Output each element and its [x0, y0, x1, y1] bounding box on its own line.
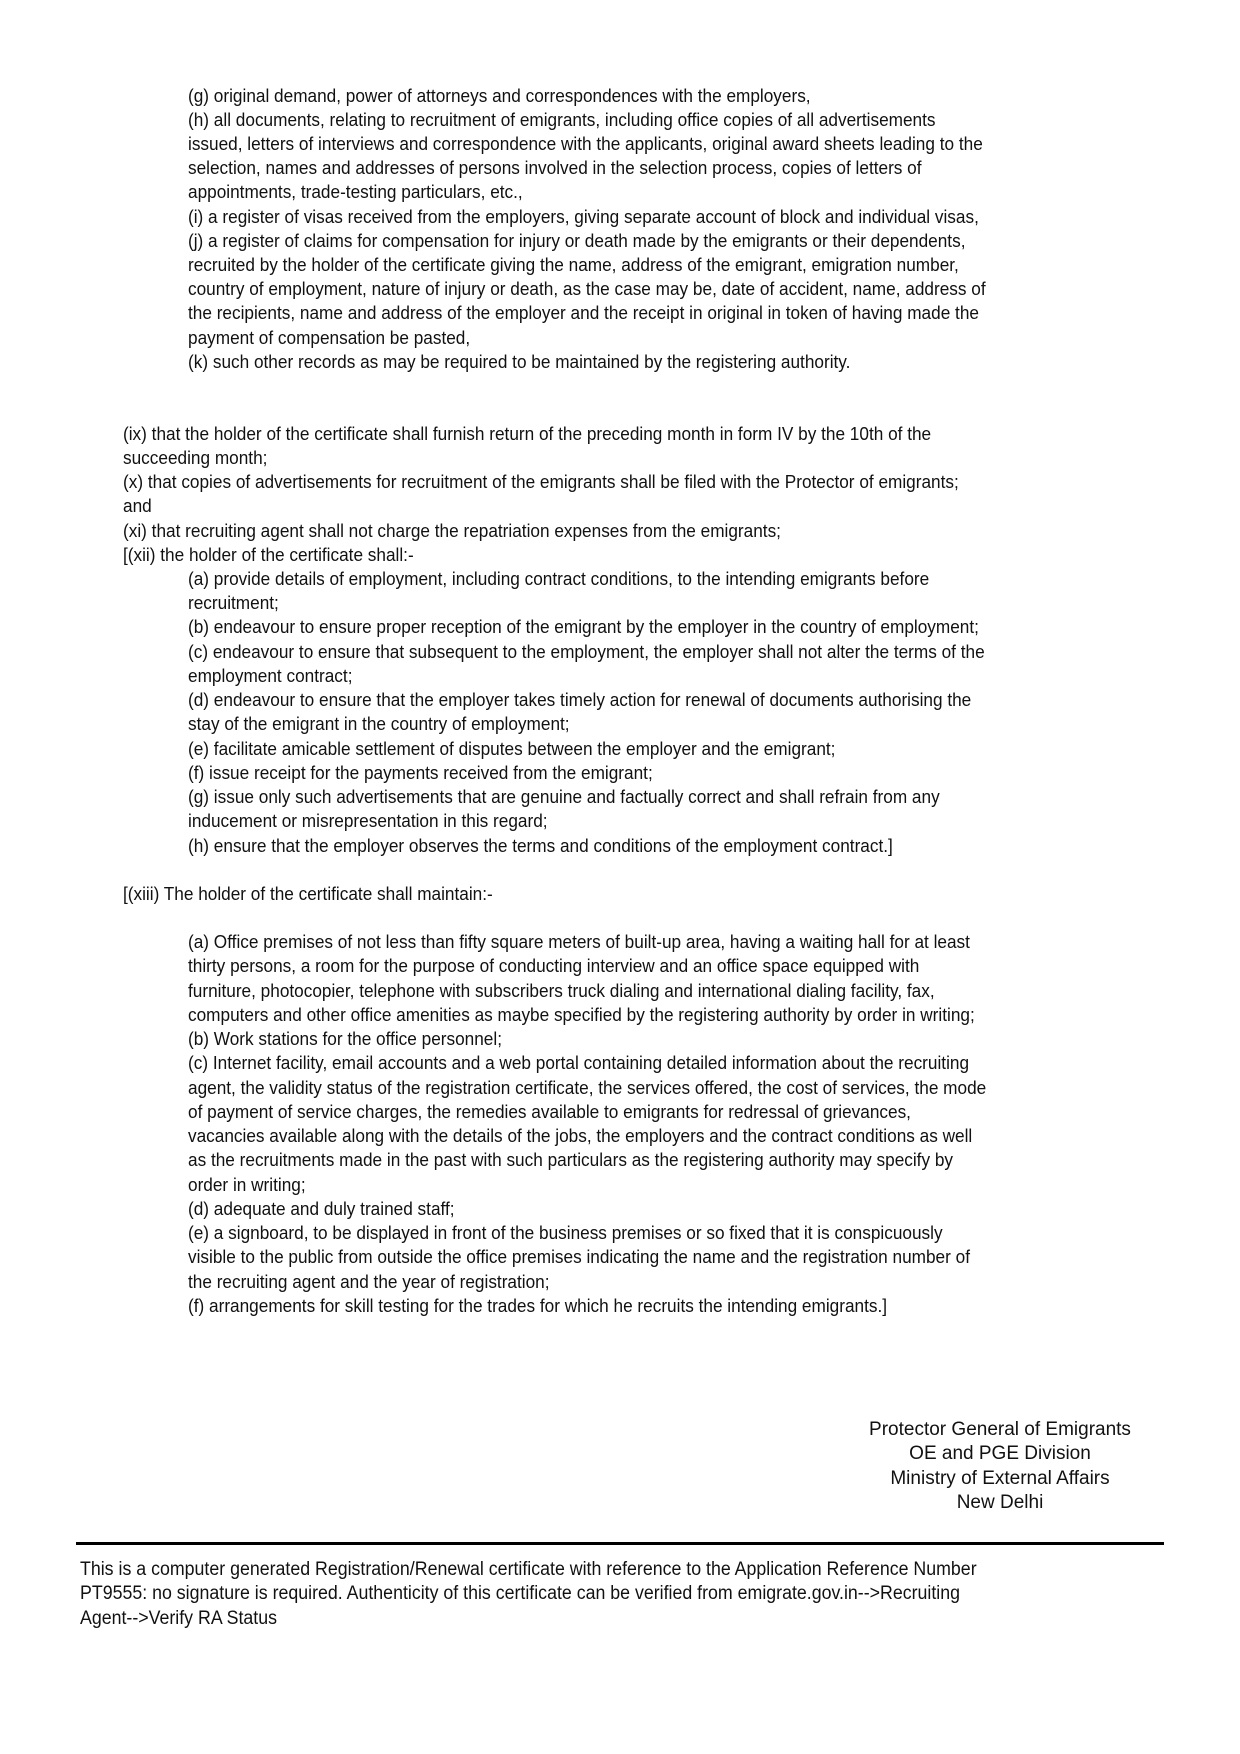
records-line: (k) such other records as may be required to be maintained by the registering authority.: [188, 351, 851, 372]
clause-xiii-line: agent, the validity status of the registration certificate, the services offered, the cost of services, the mode: [188, 1077, 987, 1098]
records-line: (j) a register of claims for compensation for injury or death made by the emigrants or their dependents,: [188, 230, 966, 251]
records-line: selection, names and addresses of persons involved in the selection process, copies of letters of: [188, 157, 922, 178]
clause-xiii-line: furniture, photocopier, telephone with subscribers truck dialing and international dialing facility, fax,: [188, 980, 935, 1001]
clause-xii-line: (b) endeavour to ensure proper reception of the emigrant by the employer in the country of employment;: [188, 616, 979, 637]
footer-divider: [76, 1542, 1164, 1545]
records-line: (i) a register of visas received from the employers, giving separate account of block and individual visas,: [188, 206, 979, 227]
clause-xiii-line: vacancies available along with the details of the jobs, the employers and the contract conditions as well: [188, 1125, 973, 1146]
condition-line: (x) that copies of advertisements for recruitment of the emigrants shall be filed with the Protector of emigrants;: [123, 471, 959, 492]
clause-xii-line: (d) endeavour to ensure that the employer takes timely action for renewal of documents authorising the: [188, 689, 972, 710]
records-line: the recipients, name and address of the employer and the receipt in original in token of having made the: [188, 302, 979, 323]
records-line: (g) original demand, power of attorneys and correspondences with the employers,: [188, 85, 811, 106]
clause-xiii-line: visible to the public from outside the office premises indicating the name and the registration number of: [188, 1246, 970, 1267]
condition-line: and: [123, 495, 152, 516]
records-line: (h) all documents, relating to recruitment of emigrants, including office copies of all advertisements: [188, 109, 936, 130]
clause-xiii-line: (a) Office premises of not less than fifty square meters of built-up area, having a waiting hall for at least: [188, 931, 970, 952]
clause-xiii-line: (c) Internet facility, email accounts and a web portal containing detailed information about the recruiting: [188, 1052, 970, 1073]
condition-heading-xii: [(xii) the holder of the certificate shall:-: [123, 544, 414, 565]
clause-xiii-line: (e) a signboard, to be displayed in front of the business premises or so fixed that it is conspicuously: [188, 1222, 943, 1243]
clause-xiii-line: of payment of service charges, the remedies available to emigrants for redressal of grievances,: [188, 1101, 911, 1122]
signatory-city: New Delhi: [956, 1492, 1044, 1513]
clause-xii-line: inducement or misrepresentation in this regard;: [188, 810, 548, 831]
clause-xiii-line: the recruiting agent and the year of registration;: [188, 1271, 550, 1292]
clause-xii-line: (g) issue only such advertisements that are genuine and factually correct and shall refrain from any: [188, 786, 940, 807]
clause-xii-line: (f) issue receipt for the payments received from the emigrant;: [188, 762, 653, 783]
records-line: appointments, trade-testing particulars, etc.,: [188, 181, 523, 202]
clause-xiii-line: (d) adequate and duly trained staff;: [188, 1198, 455, 1219]
clause-xii-line: recruitment;: [188, 592, 279, 613]
clause-xiii-heading: [(xiii) The holder of the certificate shall maintain:-: [123, 883, 493, 904]
clause-xiii-line: (b) Work stations for the office personnel;: [188, 1028, 502, 1049]
clause-xiii-line: as the recruitments made in the past with such particulars as the registering authority may specify by: [188, 1149, 954, 1170]
footer-line: PT9555: no signature is required. Authenticity of this certificate can be verified from emigrate.gov.in-->Recruiting: [80, 1583, 960, 1604]
clause-xii-line: stay of the emigrant in the country of employment;: [188, 713, 570, 734]
condition-line: (ix) that the holder of the certificate shall furnish return of the preceding month in form IV by the 10th of the: [123, 423, 932, 444]
condition-line: (xi) that recruiting agent shall not charge the repatriation expenses from the emigrants;: [123, 520, 781, 541]
records-line: issued, letters of interviews and correspondence with the applicants, original award sheets leading to the: [188, 133, 983, 154]
clause-xii-line: (c) endeavour to ensure that subsequent to the employment, the employer shall not alter the terms of the: [188, 641, 985, 662]
records-line: recruited by the holder of the certificate giving the name, address of the emigrant, emigration number,: [188, 254, 959, 275]
clause-xiii-line: computers and other office amenities as maybe specified by the registering authority by order in writing;: [188, 1004, 975, 1025]
records-line: country of employment, nature of injury or death, as the case may be, date of accident, name, address of: [188, 278, 986, 299]
clause-xii-line: employment contract;: [188, 665, 353, 686]
clause-xii-line: (a) provide details of employment, including contract conditions, to the intending emigrants before: [188, 568, 930, 589]
signatory-ministry: Ministry of External Affairs: [890, 1468, 1110, 1489]
signatory-title: Protector General of Emigrants: [869, 1419, 1131, 1440]
clause-xii-line: (h) ensure that the employer observes the terms and conditions of the employment contract.]: [188, 835, 893, 856]
footer-line: Agent-->Verify RA Status: [80, 1608, 278, 1629]
clause-xiii-line: order in writing;: [188, 1174, 306, 1195]
clause-xii-line: (e) facilitate amicable settlement of disputes between the employer and the emigrant;: [188, 738, 836, 759]
clause-xiii-line: thirty persons, a room for the purpose of conducting interview and an office space equipped with: [188, 955, 920, 976]
clause-xiii-line: (f) arrangements for skill testing for the trades for which he recruits the intending emigrants.]: [188, 1295, 888, 1316]
signatory-division: OE and PGE Division: [909, 1443, 1091, 1464]
condition-line: succeeding month;: [123, 447, 268, 468]
records-line: payment of compensation be pasted,: [188, 327, 471, 348]
footer-line: This is a computer generated Registration/Renewal certificate with reference to the Application Reference Number: [80, 1559, 977, 1580]
